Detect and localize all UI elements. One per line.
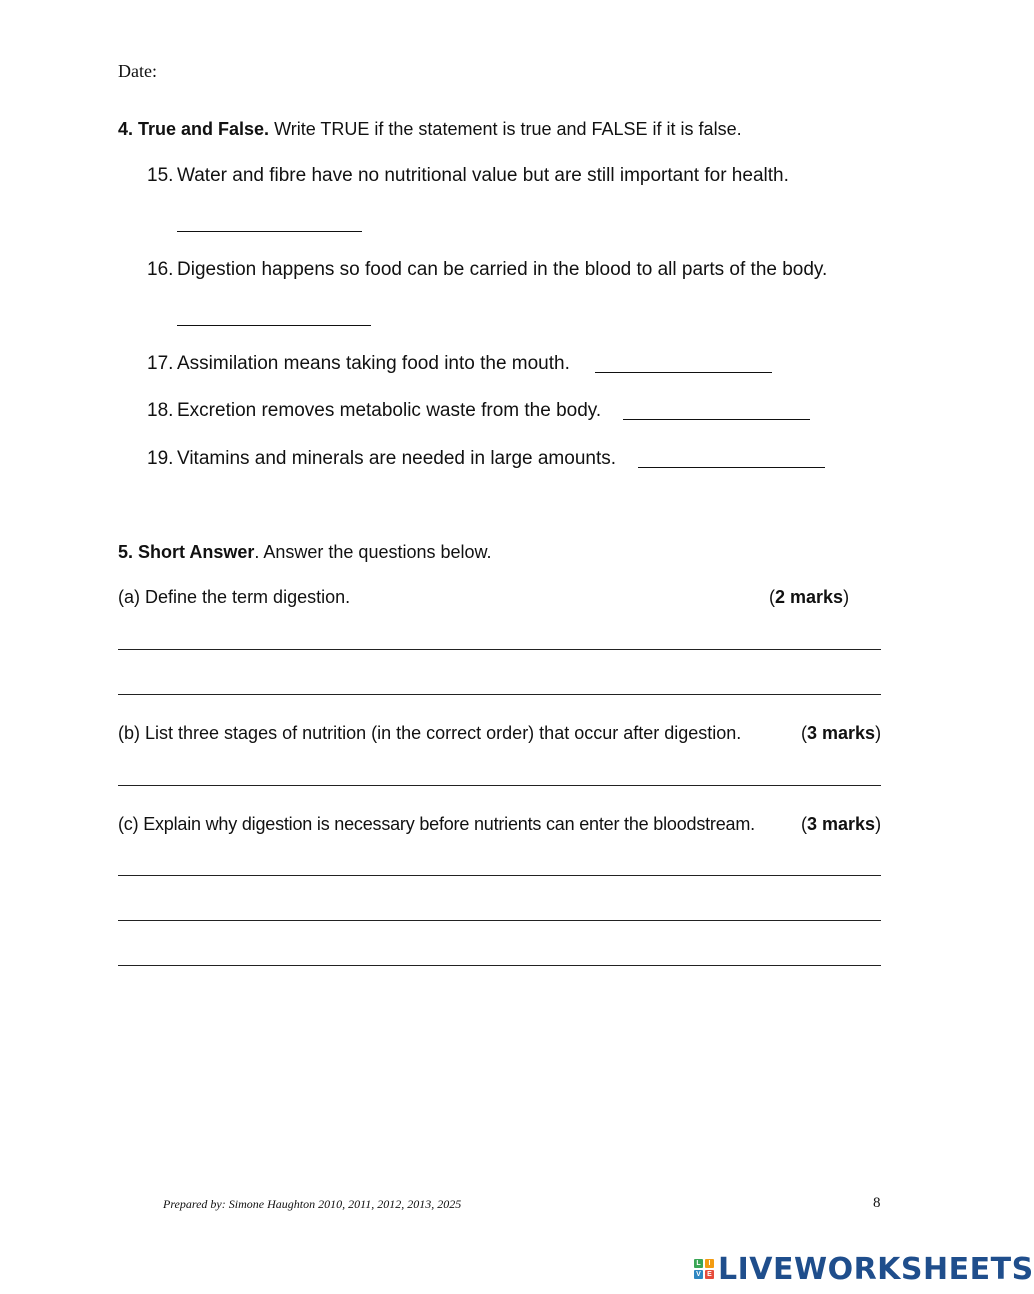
answer-blank-17[interactable] <box>595 356 772 378</box>
footer-prepared-by: Prepared by: Simone Haughton 2010, 2011, 2012, 2013, 2025 <box>163 1197 462 1211</box>
section4-heading-line <box>118 118 742 140</box>
question-19 <box>147 448 616 470</box>
question-b-marks: (3 marks) <box>801 723 882 743</box>
question-text: Digestion happens so food can be carried in the blood to all parts of the body. <box>177 259 828 280</box>
answer-line-a-2[interactable] <box>118 694 881 695</box>
answer-blank-15[interactable] <box>177 215 362 237</box>
question-16 <box>147 259 827 281</box>
section5-instruction: . Answer the questions below. <box>254 542 492 562</box>
question-b-text: (b) List three stages of nutrition (in the correct order) that occur after digestion. <box>118 723 742 743</box>
answer-line-c-1[interactable] <box>118 875 881 876</box>
question-15 <box>147 165 789 187</box>
answer-line-b-1[interactable] <box>118 785 881 786</box>
section5-heading: 5. Short Answer <box>118 542 255 562</box>
question-a-marks: (2 marks) <box>769 587 850 607</box>
section4-instruction: Write TRUE if the statement is true and FALSE if it is false. <box>269 119 742 139</box>
liveworksheets-logo-text: LIVEWORKSHEETS <box>718 1251 1034 1287</box>
liveworksheets-logo <box>694 1252 1034 1286</box>
answer-blank-16[interactable] <box>177 309 371 331</box>
question-text: Excretion removes metabolic waste from the body. <box>177 400 602 421</box>
answer-line-c-2[interactable] <box>118 920 881 921</box>
answer-line-a-1[interactable] <box>118 649 881 650</box>
page-number: 8 <box>873 1195 881 1211</box>
section5-heading-line <box>118 541 492 563</box>
question-18 <box>147 400 601 422</box>
date-label: Date: <box>118 61 157 81</box>
question-number: 15. <box>147 165 174 186</box>
question-number: 17. <box>147 353 174 374</box>
question-17 <box>147 353 570 375</box>
liveworksheets-logo-icon: L I V E <box>694 1259 714 1279</box>
question-number: 18. <box>147 400 174 421</box>
question-c-text: (c) Explain why digestion is necessary before nutrients can enter the bloodstream. <box>118 814 755 834</box>
question-number: 19. <box>147 448 174 469</box>
question-c-marks: (3 marks) <box>801 814 882 834</box>
section4-heading: 4. True and False. <box>118 119 270 139</box>
answer-blank-18[interactable] <box>623 403 810 425</box>
answer-line-c-3[interactable] <box>118 965 881 966</box>
question-a-text: (a) Define the term digestion. <box>118 587 351 607</box>
question-text: Assimilation means taking food into the mouth. <box>177 353 570 374</box>
question-number: 16. <box>147 259 174 280</box>
question-text: Water and fibre have no nutritional value but are still important for health. <box>177 165 789 186</box>
question-text: Vitamins and minerals are needed in large amounts. <box>177 448 617 469</box>
answer-blank-19[interactable] <box>638 451 825 473</box>
